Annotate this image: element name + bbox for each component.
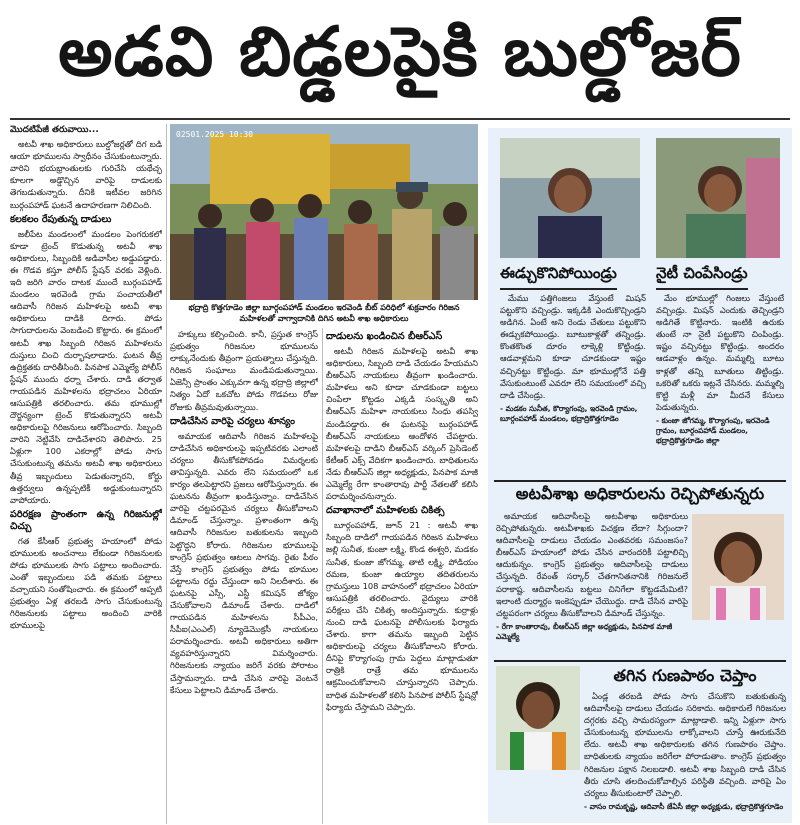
main-photo xyxy=(170,124,478,300)
headline-rule xyxy=(10,118,790,120)
article-column-2 xyxy=(170,328,318,824)
quote-column-2 xyxy=(656,292,784,468)
portrait-photo-jogamma xyxy=(656,138,780,258)
portrait-photo-sunitha xyxy=(500,138,640,258)
forest-officials-photo xyxy=(170,124,478,300)
body-paragraph: బూర్గంపహాడ్, జూన్ 21 : అటవీ శాఖ సిబ్బంది దాడిలో గాయపడిన గిరిజన మహిళలు జల్లి సునీత, కుంజా లక్ష్మి, కొండ ఈశ్వరి, మడకం సునీత, కుంజా జోగమ్మ, తాటి లక్ష్మి, పోడియం రమణ, కుంజా ఉయ్యాల తదితరులను గ్రామస్తులు 108 వాహనంలో భద్రాచలం ఏరియా ఆసుపత్రికి తరలించారు. వైద్యులు వారికి పరీక్షలు చేసి చికిత్స అందిస్తున్నారు. కుర్రాళ్లు నుంచి దాడి ఘటనపై పోలీసులకు ఫిర్యాదు చేశారు. కాగా తమను ఇబ్బంది పెట్టిన అధికారులపై చర్యలు తీసుకోవాలని కోరారు. దీనిపై కొర్యాగంపు గ్రామ పెద్దలు మాట్లాడుతూ రాత్రికి రాత్రే తమ భూములను ఆక్రమించుకోవాలని చూస్తున్నారని చెప్పారు. బాధిత మహిళలతో కలిసి పినపాక పోలీస్ స్టేషన్లో ఫిర్యాదు చేస్తామని చెప్పారు. xyxy=(326,520,478,712)
body-paragraph: జలీపేట మండలంలో మండలం పెంగరుకలో కూడా ట్రెంచ్ కొడుతున్న అటవీ శాఖ అధికారులు, సిబ్బందికి అడివాసీల అడ్డుపడ్డారు. ఈ గొడవ కస్తూ పోలీస్ స్టేషన్ వరకు వెళ్లింది. ఇది జరిగి వారం దాటక ముందే బుర్గంపహాడ్ మండలం ఇరవెండి గ్రామ పంచాయతీలో ఆదివాసీ గిరిజన మహిళలపై అటవీ శాఖ అధికారులు దాడికి దిగారు. పోడు సాగుదారులను వెంబడించి కొట్టారు. ఈ క్రమంలో అటవీ శాఖ సిబ్బంది గిరిజన మహిళలను దుస్తులు చించి దుర్భాషలాడారు. ఘటన తీవ్ర ఉద్రిక్తతకు దారితీసింది. పినపాక ఎమ్మెల్యే పోలీస్ స్టేషన్ ముందు ధర్నా చేశారు. దాడి తర్వాత గాయపడిన మహిళలను భద్రాచలం ఏరియా ఆసుపత్రికి తరలించారు. తమ భూముల్లో దౌర్జన్యంగా ట్రెంచ్ కొడుతున్నారని అటవీ అధికారులపై గిరిజనులు ఆరోపించారు. సిబ్బంది వారిని నెట్టివేసి దాడిచేశారని తెలిపారు. 25 ఏళ్లుగా 100 ఎకరాల్లో పోడు సాగు చేసుకుంటున్న తమను అటవీ శాఖ అధికారులు తీవ్ర ఇబ్బందులు పెడుతున్నారని, కోర్టు ఉత్తర్వులు ఉన్నప్పటికీ అడ్డుకుంటున్నారని వాపోయారు. xyxy=(10,228,162,505)
box-heading-1: అటవీశాఖ అధికారులను రెచ్చిపోతున్నరు xyxy=(515,484,765,503)
body-paragraph: హక్కులు కల్పించింది. కానీ, ప్రస్తుత కాంగ్రెస్ ప్రభుత్వం గిరిజనుల భూములను లాక్కునేందుకు తీవ్రంగా ప్రయత్నాలు చేస్తున్నది. గిరిజన సంఘాలు మండిపడుతున్నాయి. ఏజెన్సీ ప్రాంతం ఎక్కువగా ఉన్న భద్రాద్రి జిల్లాలో నిత్యం ఏదో ఒకచోట పోడు గొడవలు రోజు రోజుకు తీవ్రమవుతున్నాయి. xyxy=(170,329,318,412)
column-divider xyxy=(322,328,323,824)
man-portrait-icon xyxy=(692,514,784,620)
statement-attribution: - వాసం రామకృష్ణ, ఆదివాసీ జేఏసీ జిల్లా అధ్యక్షుడు, భద్రాద్రికొత్తగూడెం xyxy=(584,801,784,811)
subheading-conflict: పరిరక్షణ ప్రాంతంగా ఉన్న గిరిజనుల్లో చిచ్చు xyxy=(10,508,162,532)
statement-body: అమాయక ఆదివాసీలపై అటవీశాఖ అధికారులు రెచ్చిపోతున్నరు. అటవీశాఖకు విచక్షణ లేదా? సిగ్గుందా? ఆదివాసీలపై దాడులు చేయడం ఎంతవరకు సమంజసం? బీఆర్ఎస్ హయాంలో పోడు చేసిన వారందరికీ పట్టాలిచ్చి ఆదుకున్నం. కాంగ్రెస్ ప్రభుత్వం ఆదివాసీలపై దాడులు చేస్తున్నది. రేవంత్ సర్కార్ చేతగానితనానికి గిరిజనులే పరాకాష్ట. ఆదివాసీలను బట్టలు చినిగేలా కొట్టడమేమిటి? ఇలాంటి దుర్మార్గం ఇంకెప్పుడూ చేయొద్దు. దాడి చేసిన వారిపై చట్టపరంగా చర్యలు తీసుకోవాలని డిమాండ్ చేస్తున్నం. xyxy=(496,511,688,618)
subheading-clashes: కలకలం రేపుతున్న దాడులు xyxy=(10,213,112,225)
box-body-1 xyxy=(496,510,688,650)
man-portrait-icon xyxy=(496,666,580,770)
article-column-1 xyxy=(10,124,162,824)
body-paragraph: అటవీ గిరిజన మహిళలపై అటవీ శాఖ అధికారులు, సిబ్బంది దాడి చేయడం హేయమని బీఆర్ఎస్ నాయకులు తీవ్రంగా ఖండించారు. మహిళలు అని కూడా చూడకుండా బట్టలు చింపేలా కొట్టడం ఎక్కడి సంస్కృతి అని బీఆర్ఎస్ మహిళా నాయకులు సింధు తపస్వి మండిపడ్డారు. ఈ ఘటనపై బుర్గంపహాడ్ బీఆర్ఎస్ నాయకులు ఆందోళన చేపట్టారు. మహిళలపై దాడిని బీఆర్ఎస్ వర్కింగ్ ప్రెసిడెంట్ కేటీఆర్ ఎక్స్ వేదికగా ఖండించారు. బాధితులను నేడు బీఆర్ఎస్ జిల్లా అధ్యక్షుడు, పినపాక మాజీ ఎమ్మెల్యే రేగా కాంతారావు పార్టీ నేతలతో కలిసి పరామర్శించనున్నారు. xyxy=(326,346,478,502)
box-heading-2: తగిన గుణపాఠం చెప్తాం xyxy=(613,666,757,685)
subheading-treatment: దవాఖానాలో మహిళలకు చికిత్స xyxy=(326,505,445,517)
quote-title-2: నైటీ చింపేసిండ్రు xyxy=(656,264,748,290)
headline: అడవి బిడ్డలపైకి బుల్డోజర్ xyxy=(58,12,742,92)
box-body-2 xyxy=(584,690,786,822)
statement-body: ఏండ్ల తరబడి పోడు సాగు చేసుకొని బతుకుతున్న ఆదివాసీలపై దాడులు చేయడం సరికాదు. అధికారులే గిరిజనుల దగ్గరకు వచ్చి సామరస్యంగా మాట్లాడాలి. ఇన్ని ఏళ్లుగా సాగు చేసుకుంటున్న భూములను లాక్కోవాలని చూస్తే ఊరుకునేది లేదు. అటవీ శాఖ అధికారులకు తగిన గుణపాఠం చెప్తాం. బాధితులకు న్యాయం జరిగేలా పోరాడుతాం. కాంగ్రెస్ ప్రభుత్వం గిరిజనుల పక్షాన నిలబడాలి. అటవీ శాఖ సిబ్బంది దాడి చేసిన తీరు చూసి తలదించుకోవాల్సిన పరిస్థితి వచ్చింది. వారిపై ఏం చర్యలు తీసుకుంటారో చెప్పాలి. xyxy=(584,691,786,798)
quote-attribution: - మడకం సునీత, కొర్యాగంపు, ఇరవెండి గ్రామం, బూర్గంపహాడ్ మండలం, భద్రాద్రికొత్తగూడెం xyxy=(500,403,638,423)
quote-column-1 xyxy=(500,292,646,468)
lead-paragraph: అటవీ శాఖ అధికారులు బుల్డోజర్లతో దిగ బడి ఆయా భూములను స్వాధీనం చేసుకుంటున్నారు. వారిని భయభ్రాంతులకు గురిచేసి యథేచ్ఛ కూలగా అడ్డొచ్చిన వారిపై దాడులకు తెగబడుతున్నారు. దీనికి ఇటీవల జరిగిన బుర్గంపహాడ్ ఘటనే ఉదాహరణగా నిలిచింది. xyxy=(10,139,162,210)
article-column-3 xyxy=(326,328,478,824)
body-paragraph: అమాయక ఆదివాసీ గిరిజన మహిళలపై దాడిచేసిన అధికారులపై ఇప్పటివరకు ఎలాంటి చర్యలు తీసుకోకపోవడం విమర్శలకు తావిస్తున్నది. ఎవరు లేని సమయంలో ఒక కార్యం తలపెట్టారని ప్రజలు ఆరోపిస్తున్నారు. ఈ ఘటనను తీవ్రంగా ఖండిస్తున్నాం. దాడిచేసిన వారిపై చట్టపరమైన చర్యలు తీసుకోవాలని డిమాండ్ చేస్తున్నాం. ప్రశాంతంగా ఉన్న ఆదివాసీ గిరిజనుల బతుకులను ఇబ్బంది పెట్టొద్దని కోరారు. గిరిజనుల భూములపై కాంగ్రెస్ ప్రభుత్వం ఆటలు సాగవు. రైతు పీఠం వేస్తే కాంగ్రెస్ ప్రభుత్వం పోడు భూముల పట్టాలను రద్దు చేస్తుందా అని నిలదీశారు. ఈ ఘటనపై ఎస్సీ, ఎస్టీ కమిషన్ జోక్యం చేసుకోవాలని డిమాండ్ చేశారు. దాడిలో గాయపడిన మహిళలను సీపీఎం, సీపీఐ(ఎంఎల్) న్యూడెమొక్రసీ నాయకులు పరామర్శించారు. అటవీ అధికారులు అతిగా వ్యవహరిస్తున్నారని విమర్శించారు. గిరిజనులకు న్యాయం జరిగే వరకు పోరాటం చేస్తామన్నారు. దాడి చేసిన వారిపై వెంటనే కేసులు పెట్టాలని డిమాండ్ చేశారు. xyxy=(170,430,318,695)
quote-title-1: ఈడ్చుకొనిపోయిండ్రు xyxy=(500,264,617,290)
box-rule xyxy=(494,480,786,482)
subheading-brs-condemns: దాడులను ఖండించిన బీఆర్ఎస్ xyxy=(326,331,443,342)
body-paragraph: గత కేసీఆర్ ప్రభుత్వ హయాంలో పోడు భూములకు అంచనాలు లేకుండా గిరిజనులకు పోడు భూములకు సాగు పట్టాలు అందించారు. ఎంతో ఇబ్బందులు పడి తమకు పట్టాలు వచ్చాయని సంతోషించారు. ఈ క్రమంలో అప్పటి ప్రభుత్వం ఏళ్ల తరబడి సాగు చేసుకుంటున్న గిరిజనులకు పట్టాలు అందించి వారికి భూములపై xyxy=(10,535,162,631)
box-rule xyxy=(494,660,786,662)
woman-portrait-icon xyxy=(656,138,780,258)
quote-body: మేం భూముల్లో గింజలు వేస్తుంటే వచ్చిండ్రు. మిషన్ ఎందుకు తెచ్చిండ్రని అడిగితే కొట్టినారు. ఇంటికి ఉరుకు తుంటే నా నైటీ పట్టుకొని చింపిండ్రు. ఇష్టం వచ్చినట్టు కొట్టిండ్రు. అందరం ఆడవాళ్లం ఉన్నం. మమ్మల్ని బూటు కాళ్లతో తన్ని బూతులు తిట్టిండ్రు. ఒకరితో ఒకరు ఇట్లనే చేసినరు. మమ్మల్ని కొట్టి మళ్లీ మా మీదనే కేసులు పెడుతున్నరు. xyxy=(656,293,784,412)
quote-attribution: - కుంజా జోగమ్మ, కొర్యాగంపు, ఇరవెండి గ్రామం, బూర్గంపహాడ్ మండలం, భద్రాద్రికొత్తగూడెం జిల్లా xyxy=(656,415,770,445)
quote-body: మేము పత్తిగింజలు వేస్తుంటే మిషన్ పట్టుకొని వచ్చిండ్రు. ఇక్కడికి ఎందుకొచ్చిండ్రని అడిగిన. ఏంటే అని రెండు చేతులు పట్టుకొని ఈడ్చుకపోయిండ్రు. బూటుకాళ్లతో తన్నిండ్రు. కొంతకొంత దూరం లాక్కెళ్లి కొట్టిండ్రు. ఆడవాళ్లమని కూడా చూడకుండా ఇష్టం వచ్చినట్టు కొట్టిండ్రు. మా భూముల్లోనే పత్తి వేసుకుంటుంటే ఎవరూ లేని సమయంలో వచ్చి దాడి చేసిండ్రు. xyxy=(500,293,646,400)
subheading-no-action: దాడిచేసిన వారిపై చర్యలు శూన్యం xyxy=(170,415,295,427)
woman-portrait-icon xyxy=(500,138,640,258)
photo-caption: భద్రాద్రి కొత్తగూడెం జిల్లా బూర్గంపహాడ్ మండలం ఇరవెండి బీట్ పరిధిలో శుక్రవారం గిరిజన మహిళలతో వాగ్వాదానికి దిగిన అటవీ శాఖ అధికారులు xyxy=(188,303,460,323)
continuation-label: మొదటిపేజీ తరువాయి... xyxy=(10,125,99,135)
portrait-rega-kantharao xyxy=(692,514,784,620)
statement-attribution: - రేగా కాంతారావు, బీఆర్ఎస్ జిల్లా అధ్యక్షుడు, పినపాక మాజీ ఎమ్మెల్యే xyxy=(496,621,673,641)
column-divider xyxy=(166,124,167,824)
portrait-vasam-ramakrishna xyxy=(496,666,580,770)
photo-timestamp: 02501.2025 10:30 xyxy=(176,130,254,139)
